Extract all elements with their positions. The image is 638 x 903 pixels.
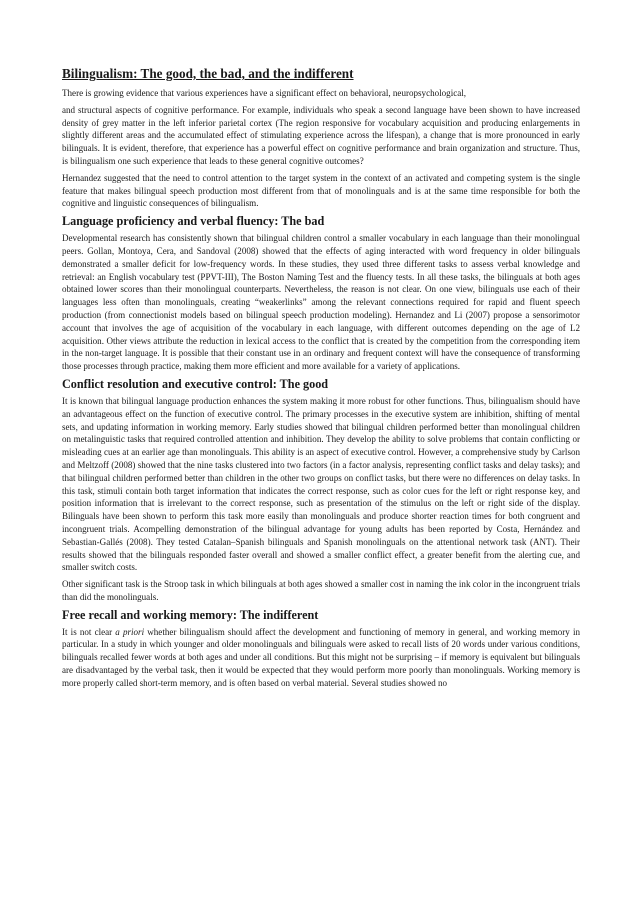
- section-indifferent-paragraph: [62, 626, 580, 690]
- paragraph-text-start: It is not clear: [62, 626, 116, 637]
- document-title: Bilingualism: The good, the bad, and the indifferent: [62, 66, 354, 81]
- section-good-paragraph-1: It is known that bilingual language production enhances the system making it more robust for other functions. Thus, bilingualism should have an advantageous effect on the function of executive control. The primary processes in the executive system are inhibition, shifting of mental sets, and updating information in working memory. Early studies showed that bilingual children performed better than monolingual children on metalinguistic tasks that required controlled attention and inhibition. They develop the ability to solve problems that contain conflicting or misleading cues at an earlier age than monolinguals. This ability is an aspect of executive control. However, a comprehensive study by Carlson and Meltzoff (2008) showed that the nine tasks clustered into two factors (in a factor analysis, representing conflict tasks and delay tasks); and that bilingual children performed better than children in the other two groups on conflict tasks, but there were no differences on delay tasks. In this task, stimuli contain both target information that indicates the correct response, such as color cues for the left or right response key, and position information that is irrelevant to the correct response, such as presentation of the stimulus on the left or right side of the display. Bilinguals have been shown to perform this task more easily than monolinguals and produce shorter reaction times for both congruent and incongruent trials. Acompelling demonstration of the bilingual advantage for young adults has been reported by Costa, Hernández and Sebastian-Gallés (2008). They tested Catalan–Spanish bilinguals and Spanish monolinguals on the attentional network task (ANT). Their results showed that the bilinguals responded faster overall and showed a smaller conflict effect, a greater benefit from the alerting cue, and smaller switch costs.: [62, 395, 581, 573]
- intro-paragraph-3: Hernandez suggested that the need to control attention to the target system in the context of an activated and competing system is the single feature that makes bilingual speech production most different from that of monolinguals and is at the same time responsible for both the cognitive and linguistic consequences of bilingualism.: [62, 172, 580, 209]
- section-good-paragraph-2: Other significant task is the Stroop task in which bilinguals at both ages showed a smaller cost in naming the ink color in the incongruent trials than did the monolinguals.: [62, 579, 580, 602]
- section-heading-good: Conflict resolution and executive control: The good: [62, 376, 329, 391]
- paragraph-text-rest: whether bilingualism should affect the development and functioning of memory in general, and working memory in particular. In a study in which younger and older monolinguals and bilinguals were asked to recall lists of 20 words under various conditions, bilinguals recalled fewer words at both ages and under all conditions. But this might not be surprising – if memory is equivalent but bilinguals are disadvantaged by the verbal task, then it would be expected that they would perform more poorly than monolinguals. Working memory is more properly called short-term memory, and is often based on verbal material. Several studies showed no: [62, 626, 580, 688]
- intro-paragraph-1: There is growing evidence that various experiences have a significant effect on behavioral, neuropsychological,: [62, 88, 467, 98]
- intro-paragraph-2: and structural aspects of cognitive performance. For example, individuals who speak a second language have been shown to have increased density of grey matter in the left inferior parietal cortex (The region responsive for vocabulary acquisition and producing enlargements in slightly different areas and the accumulated effect of stimulating experience across the lifespan), a change that is more pronounced in early bilinguals. It is evident, therefore, that experience has a powerful effect on cognitive performance and brain organization and structure. Thus, is bilingualism one such experience that leads to these general cognitive outcomes?: [62, 104, 580, 166]
- italic-phrase: a priori: [115, 626, 145, 637]
- section-heading-indifferent: Free recall and working memory: The indifferent: [62, 607, 319, 622]
- section-bad-paragraph: Developmental research has consistently shown that bilingual children control a smaller vocabulary in each language than their monolingual peers. Gollan, Montoya, Cera, and Sandoval (2008) showed that the effects of aging interacted with word frequency in older bilinguals demonstrated a smaller deficit for low-frequency words. In these studies, they used three different tasks to assess verbal knowledge and retrieval: an English vocabulary test (PPVT-III), The Boston Naming Test and the fluency tests. In all these tasks, the bilinguals at both ages obtained lower scores than their monolingual counterparts. Nevertheless, the reason is not clear. On one view, bilinguals use each of their languages less often than monolinguals, creating “weakerlinks” among the relevant connections required for rapid and fluent speech production (from connectionist models based on bilingual speech production modeling). Hernandez and Li (2007) propose a sensorimotor account that involves the age of acquisition of the vocabulary in each language, with different outcomes depending on the age of L2 acquisition. Other views attribute the reduction in lexical access to the conflict that is created by the competition from the corresponding item in the non-target language. It is possible that their constant use in an ordinary and frequent context will have the consequence of transforming those processes through practice, making them more efficient and more available for a variety of applications.: [62, 233, 580, 372]
- section-heading-bad: Language proficiency and verbal fluency: The bad: [62, 214, 325, 229]
